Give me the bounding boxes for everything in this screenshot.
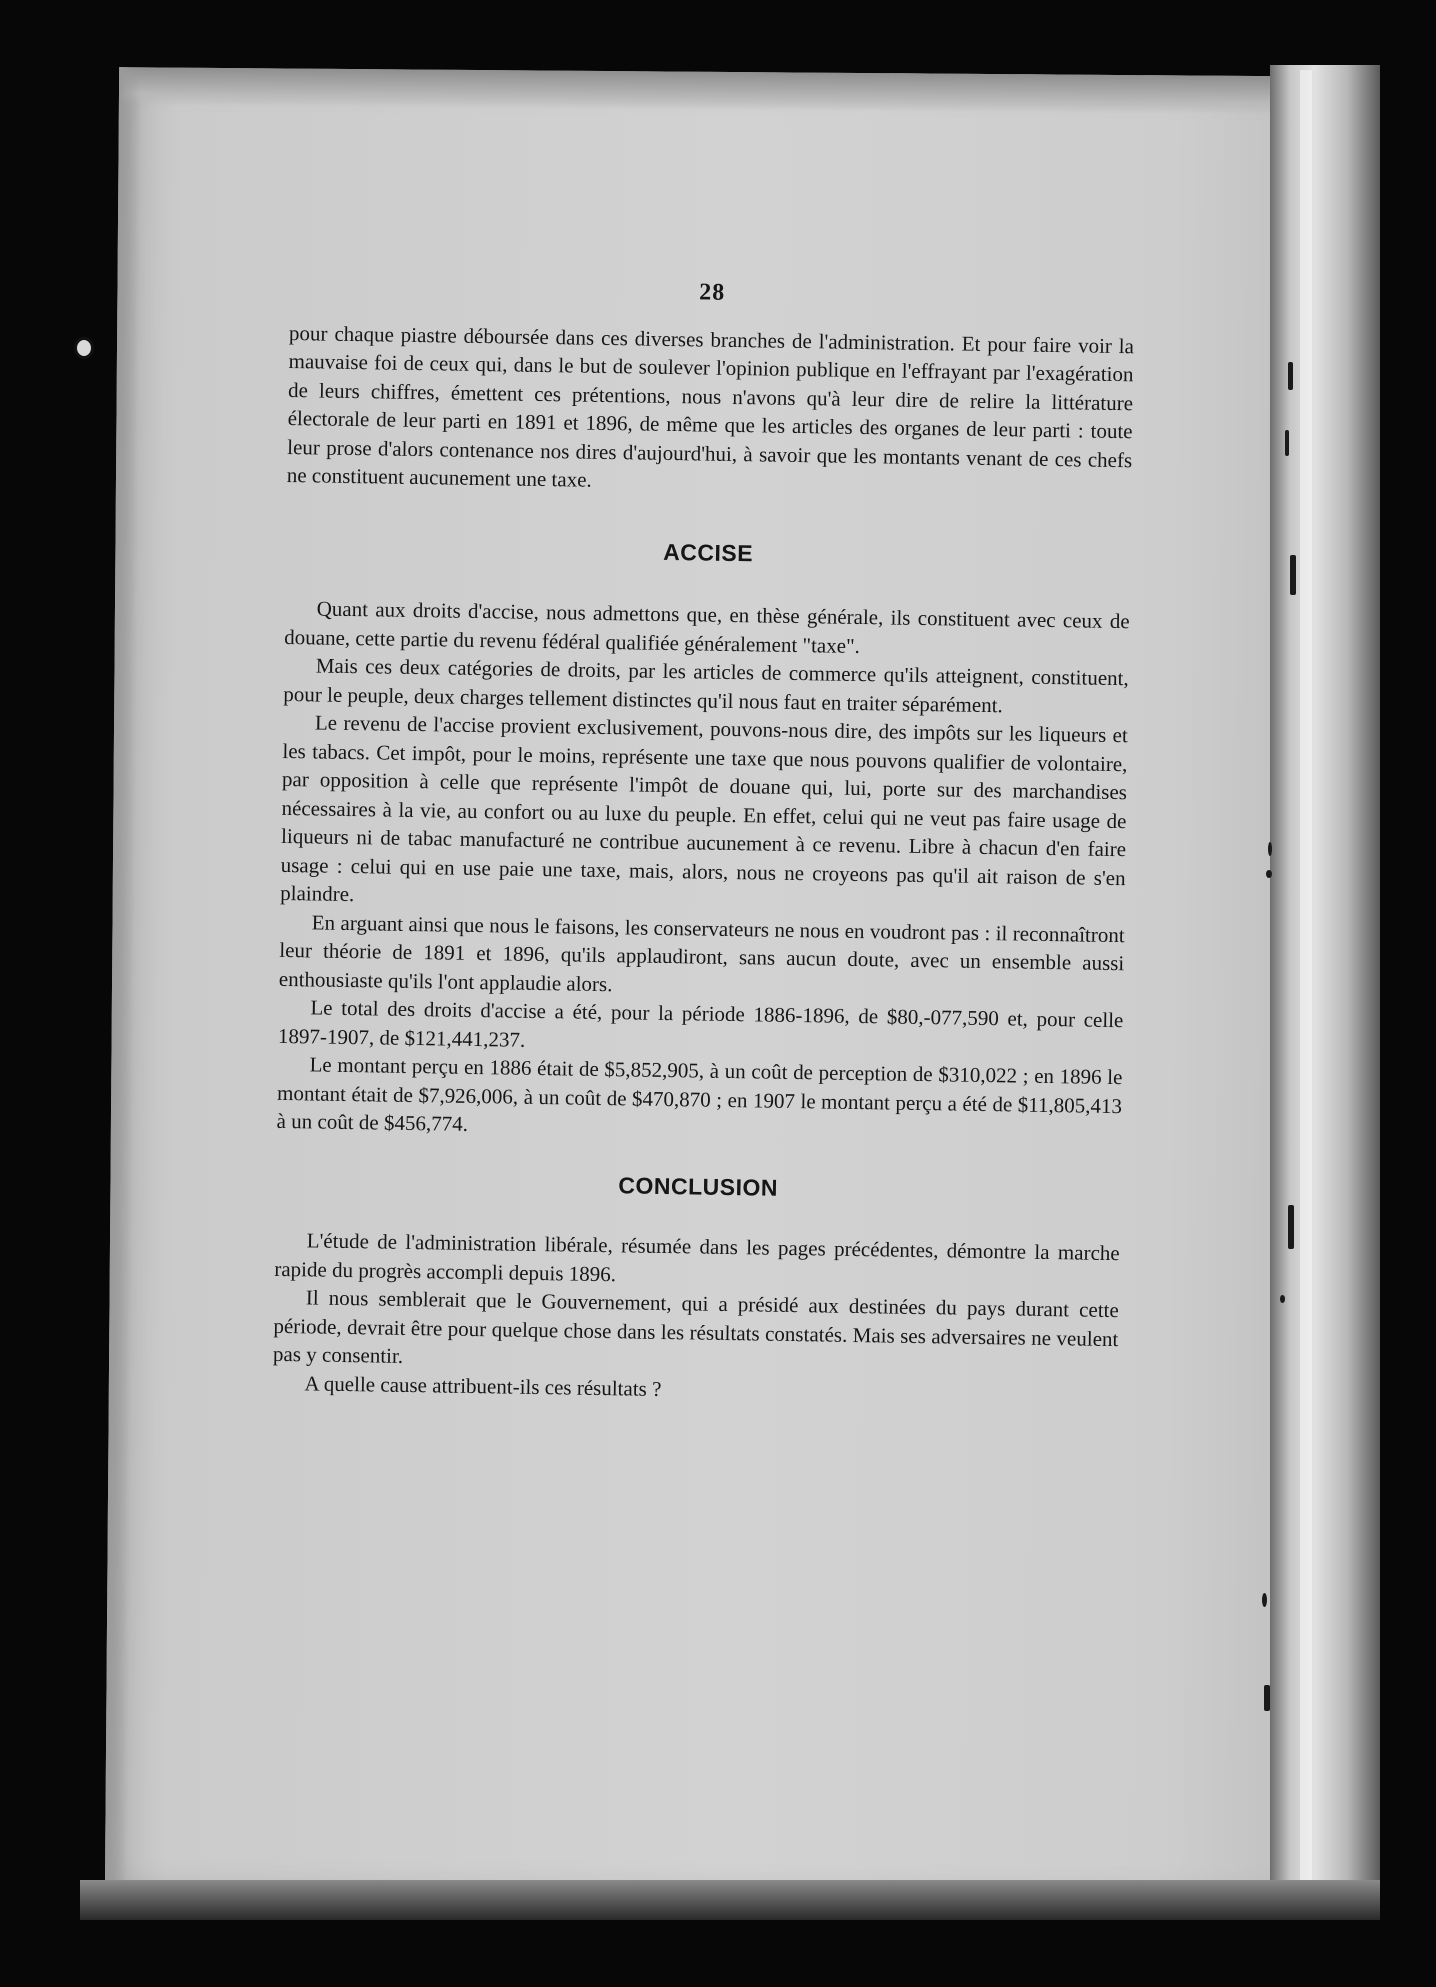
adjacent-page-edge — [1270, 65, 1380, 1915]
speck — [1268, 842, 1272, 856]
accise-paragraph-5: Le total des droits d'accise a été, pour la période 1886-1896, de $80,-077,590 et, pour celle 1897-1907, de $121,441,237. — [277, 995, 1124, 1052]
speck — [1280, 1295, 1285, 1303]
speck — [1288, 1205, 1294, 1249]
speck — [1264, 1685, 1270, 1711]
page-bottom-shadow — [80, 1880, 1380, 1920]
conclusion-paragraph-2: Il nous semblerait que le Gouvernement, qui a présidé aux destinées du pays durant cette période, devrait être pour quelque chose dans les résultats constatés. Mais ses adversaires ne veulent pas y consentir. — [272, 1285, 1119, 1368]
adjacent-page-highlight — [1300, 70, 1312, 1910]
page-number: 28 — [699, 279, 726, 306]
heading-conclusion: CONCLUSION — [618, 1171, 779, 1201]
speck — [1266, 870, 1272, 878]
page-left-edge — [105, 67, 141, 1902]
page-text — [272, 272, 1135, 1410]
scan-artifact-mark — [74, 337, 94, 359]
heading-accise: ACCISE — [663, 538, 754, 566]
accise-paragraph-4: En arguant ainsi que nous le faisons, les conservateurs ne nous en voudront pas : il reconnaîtront leur théorie de 1891 et 1896, qu'ils applaudiront, sans aucun doute, avec un ensemble aussi enthousiaste qu'ils l'ont applaudie alors. — [278, 909, 1125, 996]
accise-paragraph-2: Mais ces deux catégories de droits, par les articles de commerce qu'ils atteignent, constituent, pour le peuple, deux charges tellement distinctes qu'il nous faut en traiter séparément. — [283, 653, 1129, 717]
intro-paragraph: pour chaque piastre déboursée dans ces diverses branches de l'administration. Et pour faire voir la mauvaise foi de ceux qui, dans le but de soulever l'opinion publique en l'effrayant par l'exagération de leurs chiffres, émettent ces prétentions, nous n'avons qu'à leur dire de relire la littérature électorale de leur parti en 1891 et 1896, de même que les articles des organes de leur parti : toute leur prose d'alors contenance nos dires d'aujourd'hui, à savoir que les montants venant de ces chefs ne constituent aucunement une taxe. — [286, 320, 1135, 492]
conclusion-paragraph-1: L'étude de l'administration libérale, résumée dans les pages précédentes, démontre la marche rapide du progrès accompli depuis 1896. — [274, 1228, 1120, 1286]
speck — [1285, 430, 1289, 456]
speck — [1262, 1593, 1267, 1607]
page-top-edge — [119, 67, 1364, 115]
speck — [1290, 555, 1296, 595]
conclusion-paragraph-3: A quelle cause attribuent-ils ces résultats ? — [304, 1370, 662, 1401]
speck — [1288, 362, 1293, 390]
accise-paragraph-3: Le revenu de l'accise provient exclusivement, pouvons-nous dire, des impôts sur les liqueurs et les tabacs. Cet impôt, pour le moins, représente une taxe que nous pouvons qualifier de volontaire, par opposition à celle que représente l'impôt de douane qui, lui, porte sur des marchandises nécessaires à la vie, au confort ou au luxe du peuple. En effet, celui qui ne veut pas faire usage de liqueurs ni de tabac manufacturé ne contribue aucunement à ce revenu. Libre à chacun d'en faire usage : celui qui en use paie une taxe, mais, alors, nous ne croyeons pas qu'il ait raison de s'en plaindre. — [280, 710, 1129, 907]
accise-paragraph-6: Le montant perçu en 1886 était de $5,852,905, à un coût de perception de $310,022 ; en 1896 le montant était de $7,926,006, à un coût de $470,870 ; en 1907 le montant perçu a été de $11,805,413 à un coût de $456,774. — [276, 1052, 1123, 1136]
accise-paragraph-1: Quant aux droits d'accise, nous admettons que, en thèse générale, ils constituent avec ceux de douane, cette partie du revenu fédéral qualifiée généralement "taxe". — [284, 596, 1130, 658]
